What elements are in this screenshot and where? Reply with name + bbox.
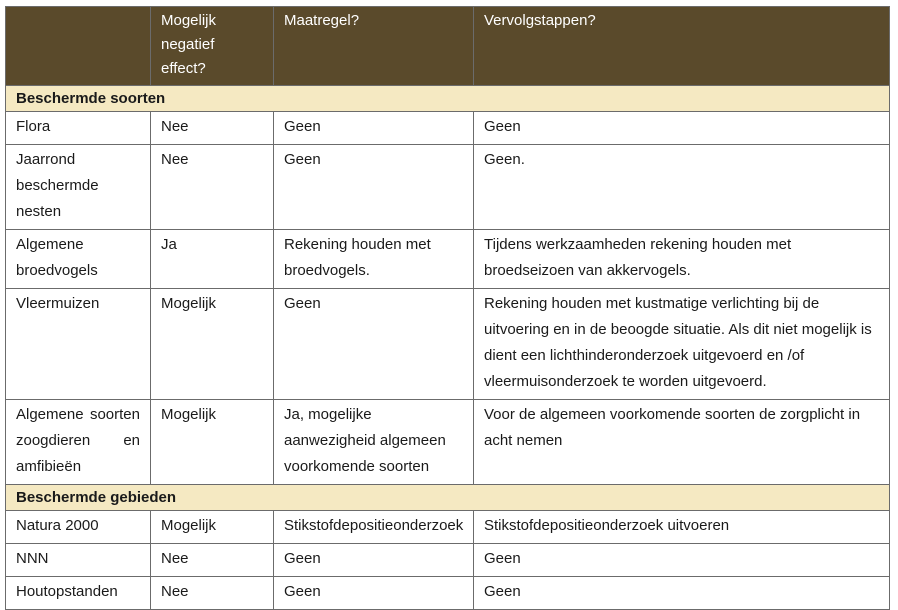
cell-subject: Houtopstanden (6, 577, 151, 610)
cell-measure: Rekening houden met broedvogels. (274, 230, 474, 289)
cell-subject: Flora (6, 112, 151, 145)
cell-next-steps: Tijdens werkzaamheden rekening houden met broedseizoen van akkervogels. (474, 230, 890, 289)
cell-measure: Stikstofdepositieonderzoek (274, 511, 474, 544)
table-row (6, 289, 890, 400)
cell-next-steps: Geen (474, 577, 890, 610)
cell-subject: NNN (6, 544, 151, 577)
cell-effect: Nee (151, 544, 274, 577)
section-title-protected-areas: Beschermde gebieden (6, 485, 890, 511)
cell-effect: Nee (151, 577, 274, 610)
cell-effect: Ja (151, 230, 274, 289)
header-next-steps: Vervolgstappen? (474, 7, 890, 86)
cell-subject: Algemene soorten zoogdieren en amfibieën (6, 400, 151, 485)
cell-effect: Mogelijk (151, 400, 274, 485)
section-title-protected-species: Beschermde soorten (6, 86, 890, 112)
cell-effect: Nee (151, 112, 274, 145)
cell-subject: Algemene broedvogels (6, 230, 151, 289)
header-measure: Maatregel? (274, 7, 474, 86)
cell-subject: Jaarrond beschermde nesten (6, 145, 151, 230)
header-row (6, 7, 890, 86)
table-row (6, 544, 890, 577)
header-effect: Mogelijk negatief effect? (151, 7, 274, 86)
cell-measure: Geen (274, 289, 474, 400)
section-row (6, 86, 890, 112)
cell-measure: Geen (274, 544, 474, 577)
cell-effect: Mogelijk (151, 511, 274, 544)
cell-effect: Mogelijk (151, 289, 274, 400)
table-row (6, 577, 890, 610)
cell-next-steps: Geen (474, 544, 890, 577)
cell-next-steps: Stikstofdepositieonderzoek uitvoeren (474, 511, 890, 544)
cell-subject: Natura 2000 (6, 511, 151, 544)
table-row (6, 230, 890, 289)
cell-next-steps: Geen (474, 112, 890, 145)
table-row (6, 112, 890, 145)
header-subject (6, 7, 151, 86)
cell-next-steps: Geen. (474, 145, 890, 230)
cell-measure: Geen (274, 145, 474, 230)
section-row (6, 485, 890, 511)
table-row (6, 145, 890, 230)
cell-next-steps: Voor de algemeen voorkomende soorten de zorgplicht in acht nemen (474, 400, 890, 485)
cell-measure: Geen (274, 112, 474, 145)
table-row (6, 400, 890, 485)
cell-subject: Vleermuizen (6, 289, 151, 400)
table-row (6, 511, 890, 544)
cell-measure: Geen (274, 577, 474, 610)
cell-next-steps: Rekening houden met kustmatige verlichting bij de uitvoering en in de beoogde situatie. Als dit niet mogelijk is dient een lichthinderonderzoek uitgevoerd en /of vleermuisonderzoek te worden uitgevoerd. (474, 289, 890, 400)
cell-effect: Nee (151, 145, 274, 230)
effects-table (5, 6, 890, 610)
cell-measure: Ja, mogelijke aanwezigheid algemeen voorkomende soorten (274, 400, 474, 485)
